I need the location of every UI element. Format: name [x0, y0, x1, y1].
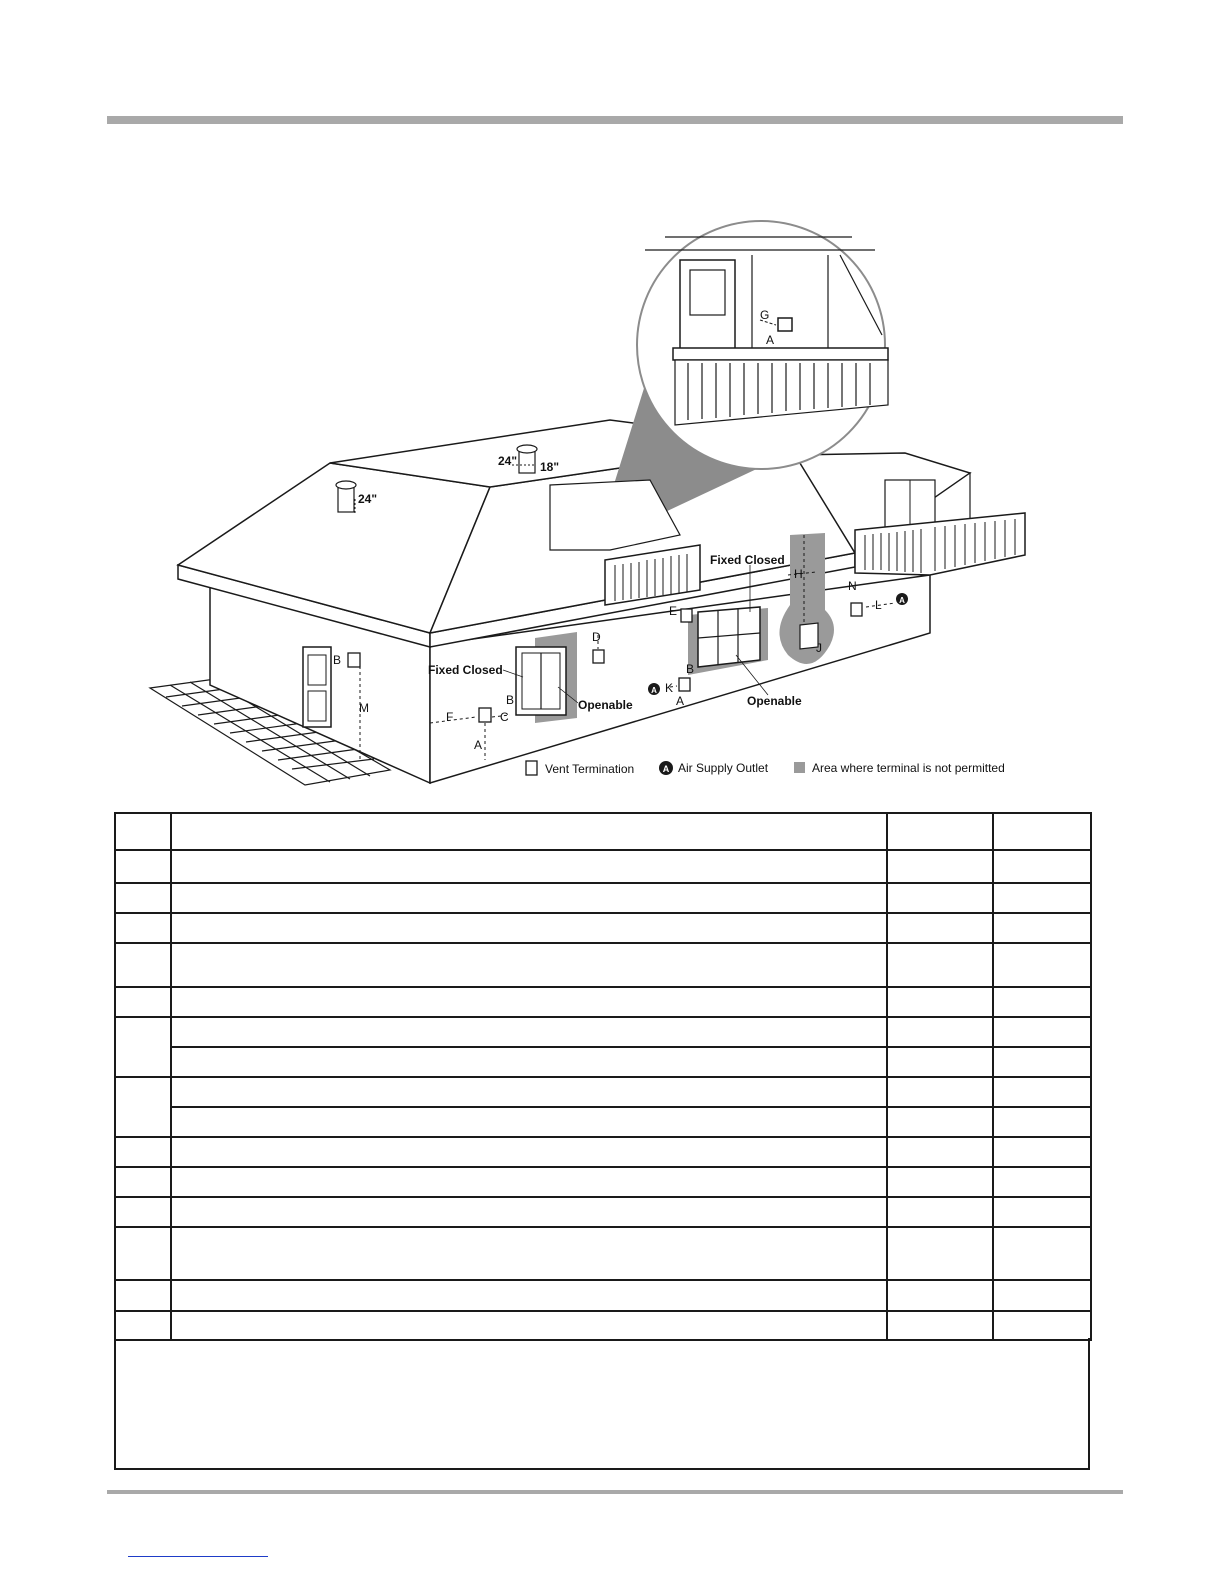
- label-c: C: [500, 710, 509, 724]
- table-row: [115, 1227, 1091, 1280]
- house-illustration: [140, 215, 1040, 805]
- vent-termination-c: [479, 708, 491, 722]
- magnified-balcony-detail: [637, 221, 888, 469]
- legend-vent-label: Vent Termination: [545, 762, 635, 776]
- vent-clearance-diagram: [140, 215, 1040, 805]
- label-j: J: [816, 641, 822, 655]
- label-g: G: [760, 308, 770, 322]
- vent-termination-k: [679, 678, 690, 691]
- table-row: [115, 987, 1091, 1017]
- label-a-balcony: A: [766, 333, 775, 347]
- callout-fixed-closed-left: Fixed Closed: [428, 663, 503, 677]
- callout-openable-left: Openable: [578, 698, 633, 712]
- table-row: [115, 1137, 1091, 1167]
- table-row: [115, 1311, 1091, 1340]
- table-row: [115, 883, 1091, 913]
- label-d: D: [592, 630, 601, 644]
- footer-rule: [107, 1490, 1123, 1494]
- vent-termination-d: [593, 650, 604, 663]
- dimension-roof-center-height: 24": [498, 454, 518, 468]
- label-a-right: A: [676, 694, 685, 708]
- dimension-roof-center-side: 18": [540, 460, 560, 474]
- table-row: [115, 1280, 1091, 1311]
- table-row: [115, 1197, 1091, 1227]
- label-n: N: [848, 579, 857, 593]
- table-row: [115, 913, 1091, 943]
- dimension-roof-left: 24": [358, 492, 378, 506]
- legend-restricted-swatch: [794, 762, 805, 773]
- vent-termination-g: [778, 318, 792, 331]
- label-b-window: B: [506, 693, 515, 707]
- vent-termination-b: [348, 653, 360, 667]
- roof-vent-left: [336, 481, 356, 512]
- label-f: F: [446, 710, 454, 724]
- vent-termination-e: [681, 609, 692, 622]
- table-row: [115, 943, 1091, 987]
- table-header-row: [115, 813, 1091, 850]
- label-b-right: B: [686, 662, 695, 676]
- air-supply-letter-left: A: [651, 686, 657, 695]
- label-l: L: [875, 598, 882, 612]
- label-h: H: [794, 567, 803, 581]
- table-row: [115, 1107, 1091, 1137]
- table-row: [115, 1167, 1091, 1197]
- legend-vent-icon: [526, 761, 537, 775]
- clearance-table: [114, 812, 1092, 1341]
- vent-termination-n: [851, 603, 862, 616]
- table-notes-box: [114, 1338, 1090, 1470]
- label-k: K: [665, 681, 674, 695]
- table-row: [115, 1047, 1091, 1077]
- legend-restricted-label: Area where terminal is not permitted: [812, 761, 1005, 775]
- callout-openable-right: Openable: [747, 694, 802, 708]
- label-b-door: B: [333, 653, 342, 667]
- table-row: [115, 1017, 1091, 1047]
- table-row: [115, 1077, 1091, 1107]
- roof-vent-center: [517, 445, 537, 473]
- label-e: E: [669, 604, 678, 618]
- header-rule: [107, 116, 1123, 124]
- table-row: [115, 850, 1091, 883]
- label-a-ground: A: [474, 738, 483, 752]
- legend-air-supply-label: Air Supply Outlet: [678, 761, 769, 775]
- legend-air-supply-letter: A: [662, 764, 670, 774]
- air-supply-letter-right: A: [899, 596, 905, 605]
- label-m: M: [359, 701, 369, 715]
- footer-link-underline[interactable]: [128, 1556, 268, 1557]
- magnified-railing: [673, 348, 888, 360]
- callout-fixed-closed-right: Fixed Closed: [710, 553, 785, 567]
